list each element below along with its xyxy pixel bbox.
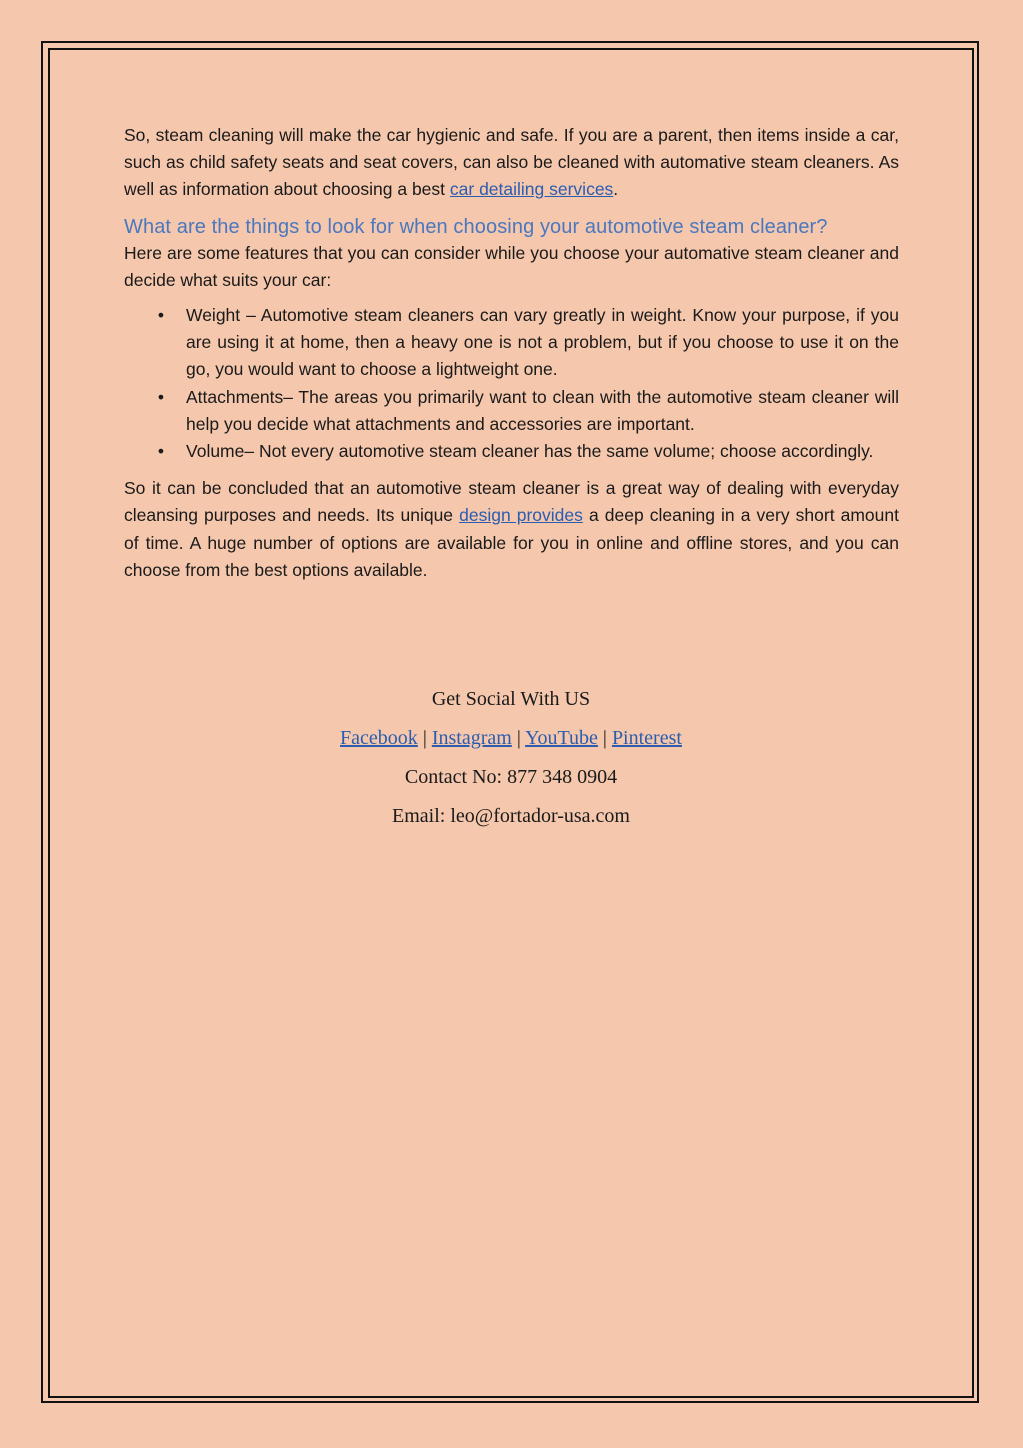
- article-body: [124, 122, 899, 592]
- social-footer: [48, 684, 974, 840]
- youtube-link[interactable]: YouTube: [525, 727, 598, 749]
- car-detailing-services-link[interactable]: car detailing services: [449, 179, 614, 200]
- bullet-icon: •: [157, 386, 165, 407]
- separator: |: [597, 727, 612, 749]
- separator: |: [417, 727, 432, 749]
- list-item-text: Attachments– The areas you primarily want to clean with the automotive steam cleaner will help you decide what attachments and accessories are important.: [186, 386, 899, 434]
- list-item-text: Weight – Automotive steam cleaners can vary greatly in weight. Know your purpose, if you are using it at home, then a heavy one is not a problem, but if you choose to use it on the go, you would want to choose a lightweight one.: [186, 305, 899, 380]
- bullet-icon: •: [157, 441, 165, 462]
- pinterest-link[interactable]: Pinterest: [611, 727, 682, 749]
- features-intro: Here are some features that you can consider while you choose your automative steam cleaner and decide what suits your car:: [124, 242, 899, 290]
- list-item-volume: [157, 438, 899, 465]
- separator: |: [511, 727, 526, 749]
- features-list: [124, 302, 899, 465]
- contact-number: Contact No: 877 348 0904: [404, 766, 618, 788]
- contact-email: Email: leo@fortador-usa.com: [392, 805, 630, 827]
- conclusion-text-end: a deep cleaning in a very short amount of time. A huge number of options are available for you in online and offline stores, and you can choose from the best options available.: [124, 505, 899, 580]
- social-links: [48, 723, 974, 762]
- conclusion-paragraph: [124, 475, 899, 584]
- conclusion-text: So it can be concluded that an automotive steam cleaner is a great way of dealing with everyday cleansing purposes and needs. Its unique: [124, 478, 899, 526]
- section-heading: What are the things to look for when choosing your automotive steam cleaner?: [124, 215, 828, 238]
- design-provides-link[interactable]: design provides: [459, 505, 583, 526]
- intro-period: .: [613, 179, 619, 200]
- instagram-link[interactable]: Instagram: [431, 727, 512, 749]
- list-item-weight: [157, 302, 899, 384]
- intro-text: So, steam cleaning will make the car hygienic and safe. If you are a parent, then items inside a car, such as child safety seats and seat covers, can also be cleaned with automative steam cleaners. As well as information about choosing a best: [124, 125, 899, 200]
- social-title: Get Social With US: [431, 688, 591, 710]
- list-item-text: Volume– Not every automotive steam cleaner has the same volume; choose accordingly.: [186, 441, 874, 462]
- intro-paragraph: [124, 122, 899, 204]
- list-item-attachments: [157, 384, 899, 438]
- facebook-link[interactable]: Facebook: [340, 727, 418, 749]
- bullet-icon: •: [157, 305, 165, 326]
